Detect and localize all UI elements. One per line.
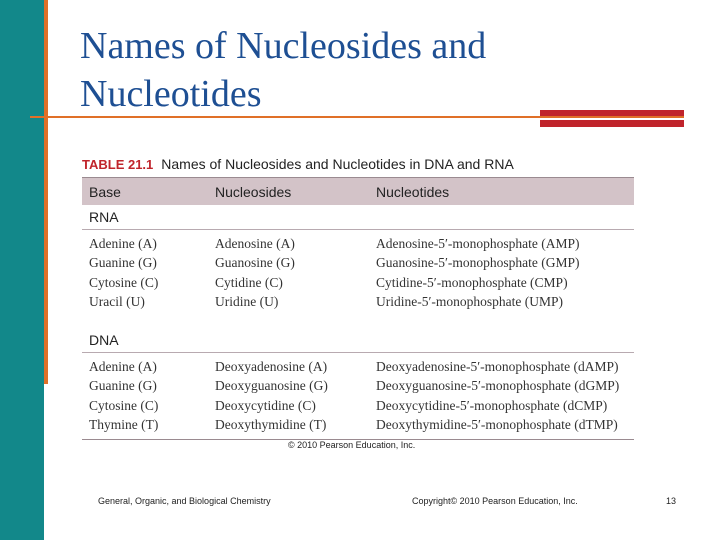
nucleotide-cell: Deoxyguanosine-5′-monophosphate (dGMP): [376, 378, 620, 394]
base-cell: Guanine (G): [89, 255, 157, 271]
footer-page-number: 13: [666, 496, 677, 506]
nucleotide-cell: Deoxythymidine-5′-monophosphate (dTMP): [376, 417, 618, 433]
nucleoside-cell: Deoxyguanosine (G): [215, 378, 328, 394]
table-row: [82, 396, 634, 416]
section-dna-heading: DNA: [82, 328, 634, 353]
base-cell: Adenine (A): [89, 358, 157, 374]
table-row: [82, 293, 634, 313]
nucleotide-cell: Cytidine-5′-monophosphate (CMP): [376, 274, 568, 290]
base-cell: Cytosine (C): [89, 397, 159, 413]
nucleotide-cell: Adenosine-5′-monophosphate (AMP): [376, 235, 580, 251]
table-header-row: [82, 177, 634, 205]
header-nucleosides: Nucleosides: [215, 183, 292, 200]
base-cell: Adenine (A): [89, 235, 157, 251]
sidebar-stripe: [0, 0, 44, 540]
nucleotide-cell: Deoxycytidine-5′-monophosphate (dCMP): [376, 397, 608, 413]
nucleoside-cell: Uridine (U): [215, 294, 279, 310]
slide-title: Names of Nucleosides and Nucleotides: [80, 25, 487, 115]
table-credit: © 2010 Pearson Education, Inc.: [288, 440, 416, 450]
base-cell: Thymine (T): [89, 417, 159, 433]
nucleotide-cell: Uridine-5′-monophosphate (UMP): [376, 294, 564, 310]
table-row: [82, 416, 634, 436]
sidebar-accent-line: [44, 0, 48, 384]
header-base: Base: [89, 183, 121, 200]
table-row: [82, 273, 634, 293]
title-underline: [30, 116, 684, 118]
nucleotide-cell: Guanosine-5′-monophosphate (GMP): [376, 255, 580, 271]
table-caption: [82, 156, 514, 172]
table-caption-text: Names of Nucleosides and Nucleotides in DNA and RNA: [161, 156, 514, 172]
table-row: [82, 357, 634, 377]
table-row: [82, 254, 634, 274]
base-cell: Cytosine (C): [89, 274, 159, 290]
footer-course-title: General, Organic, and Biological Chemistry: [98, 496, 271, 506]
nucleoside-cell: Deoxyadenosine (A): [215, 358, 328, 374]
title-accent-bar-top: [540, 110, 684, 116]
nucleoside-cell: Adenosine (A): [215, 235, 295, 251]
nucleoside-cell: Deoxythymidine (T): [215, 417, 327, 433]
nucleoside-cell: Cytidine (C): [215, 274, 283, 290]
nucleoside-cell: Guanosine (G): [215, 255, 295, 271]
title-accent-bar-bottom: [540, 120, 684, 127]
section-rna-heading: RNA: [82, 205, 634, 230]
base-cell: Uracil (U): [89, 294, 145, 310]
footer-copyright: Copyright© 2010 Pearson Education, Inc.: [412, 496, 578, 506]
table-label: TABLE 21.1: [82, 157, 154, 172]
nucleotide-cell: Deoxyadenosine-5′-monophosphate (dAMP): [376, 358, 619, 374]
header-nucleotides: Nucleotides: [376, 183, 450, 200]
table-row: [82, 234, 634, 254]
nucleotide-table: [82, 177, 634, 440]
table-row: [82, 377, 634, 397]
base-cell: Guanine (G): [89, 378, 157, 394]
nucleoside-cell: Deoxycytidine (C): [215, 397, 316, 413]
